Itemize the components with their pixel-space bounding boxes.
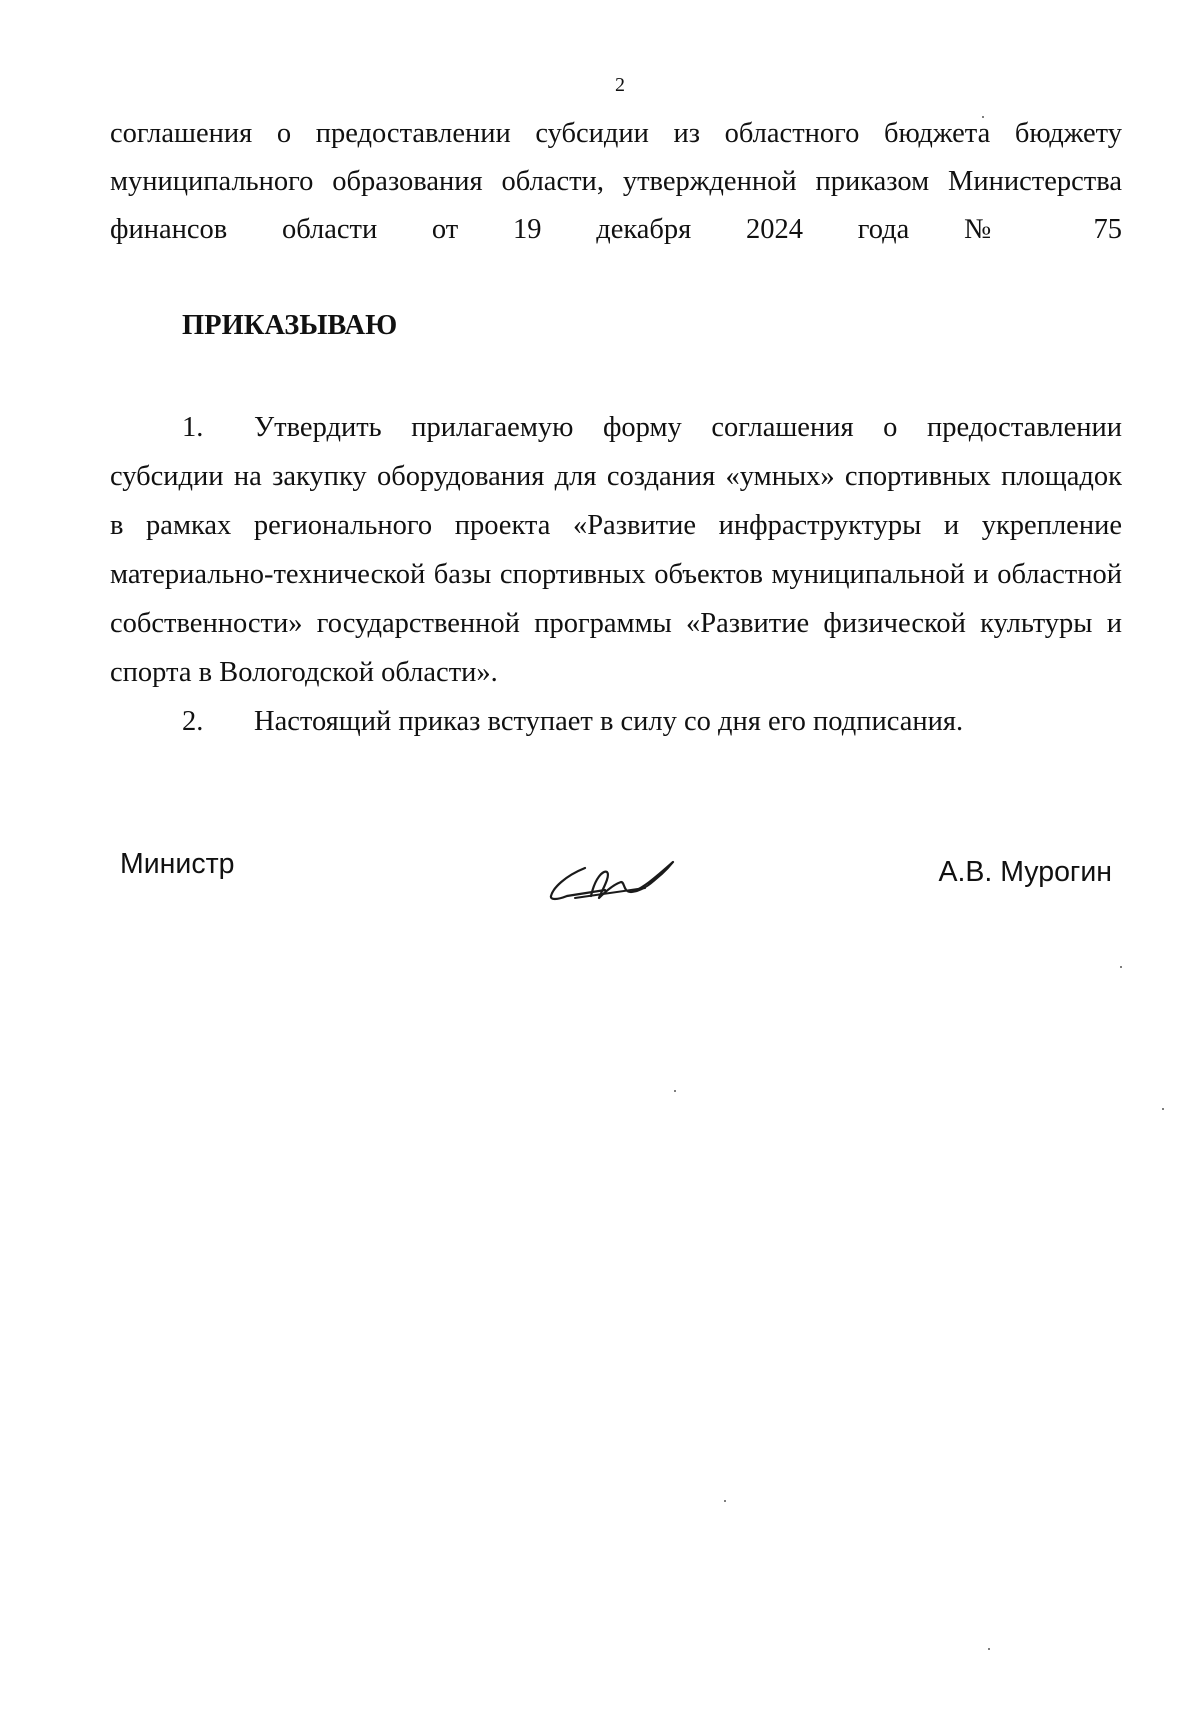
intro-line-2: муниципального образования области, утвержденной приказом Министерства [110,166,1122,197]
signatory-name: А.В. Мурогин [938,856,1112,888]
signatory-position: Министр [120,848,235,880]
page-number: 2 [615,74,625,96]
item-2-number: 2. [182,706,204,737]
item-1-first-line: Утвердить прилагаемую форму соглашения о предоставлении [254,412,1122,443]
item-1-last-line: спорта в Вологодской области». [110,657,498,688]
item-1-line-5: собственности» государственной программы «Развитие физической культуры и [110,608,1122,639]
intro-line-3: финансов области от 19 декабря 2024 года № 75 [110,214,1122,245]
scan-speck [1120,966,1122,968]
intro-line-1: соглашения о предоставлении субсидии из областного бюджета бюджету [110,118,1122,149]
scan-speck [724,1500,726,1502]
item-1-line-2: субсидии на закупку оборудования для создания «умных» спортивных площадок [110,461,1122,492]
item-1-line-3: в рамках регионального проекта «Развитие инфраструктуры и укрепление [110,510,1122,541]
item-1-line-4: материально-технической базы спортивных объектов муниципальной и областной [110,559,1122,590]
handwritten-signature [545,848,685,918]
scan-speck [674,1090,676,1092]
scan-speck [988,1648,990,1650]
item-2-text: Настоящий приказ вступает в силу со дня его подписания. [254,706,964,737]
item-1-number: 1. [182,412,204,443]
scan-speck [982,116,984,118]
order-heading: ПРИКАЗЫВАЮ [182,310,398,341]
scan-speck [1162,1108,1164,1110]
